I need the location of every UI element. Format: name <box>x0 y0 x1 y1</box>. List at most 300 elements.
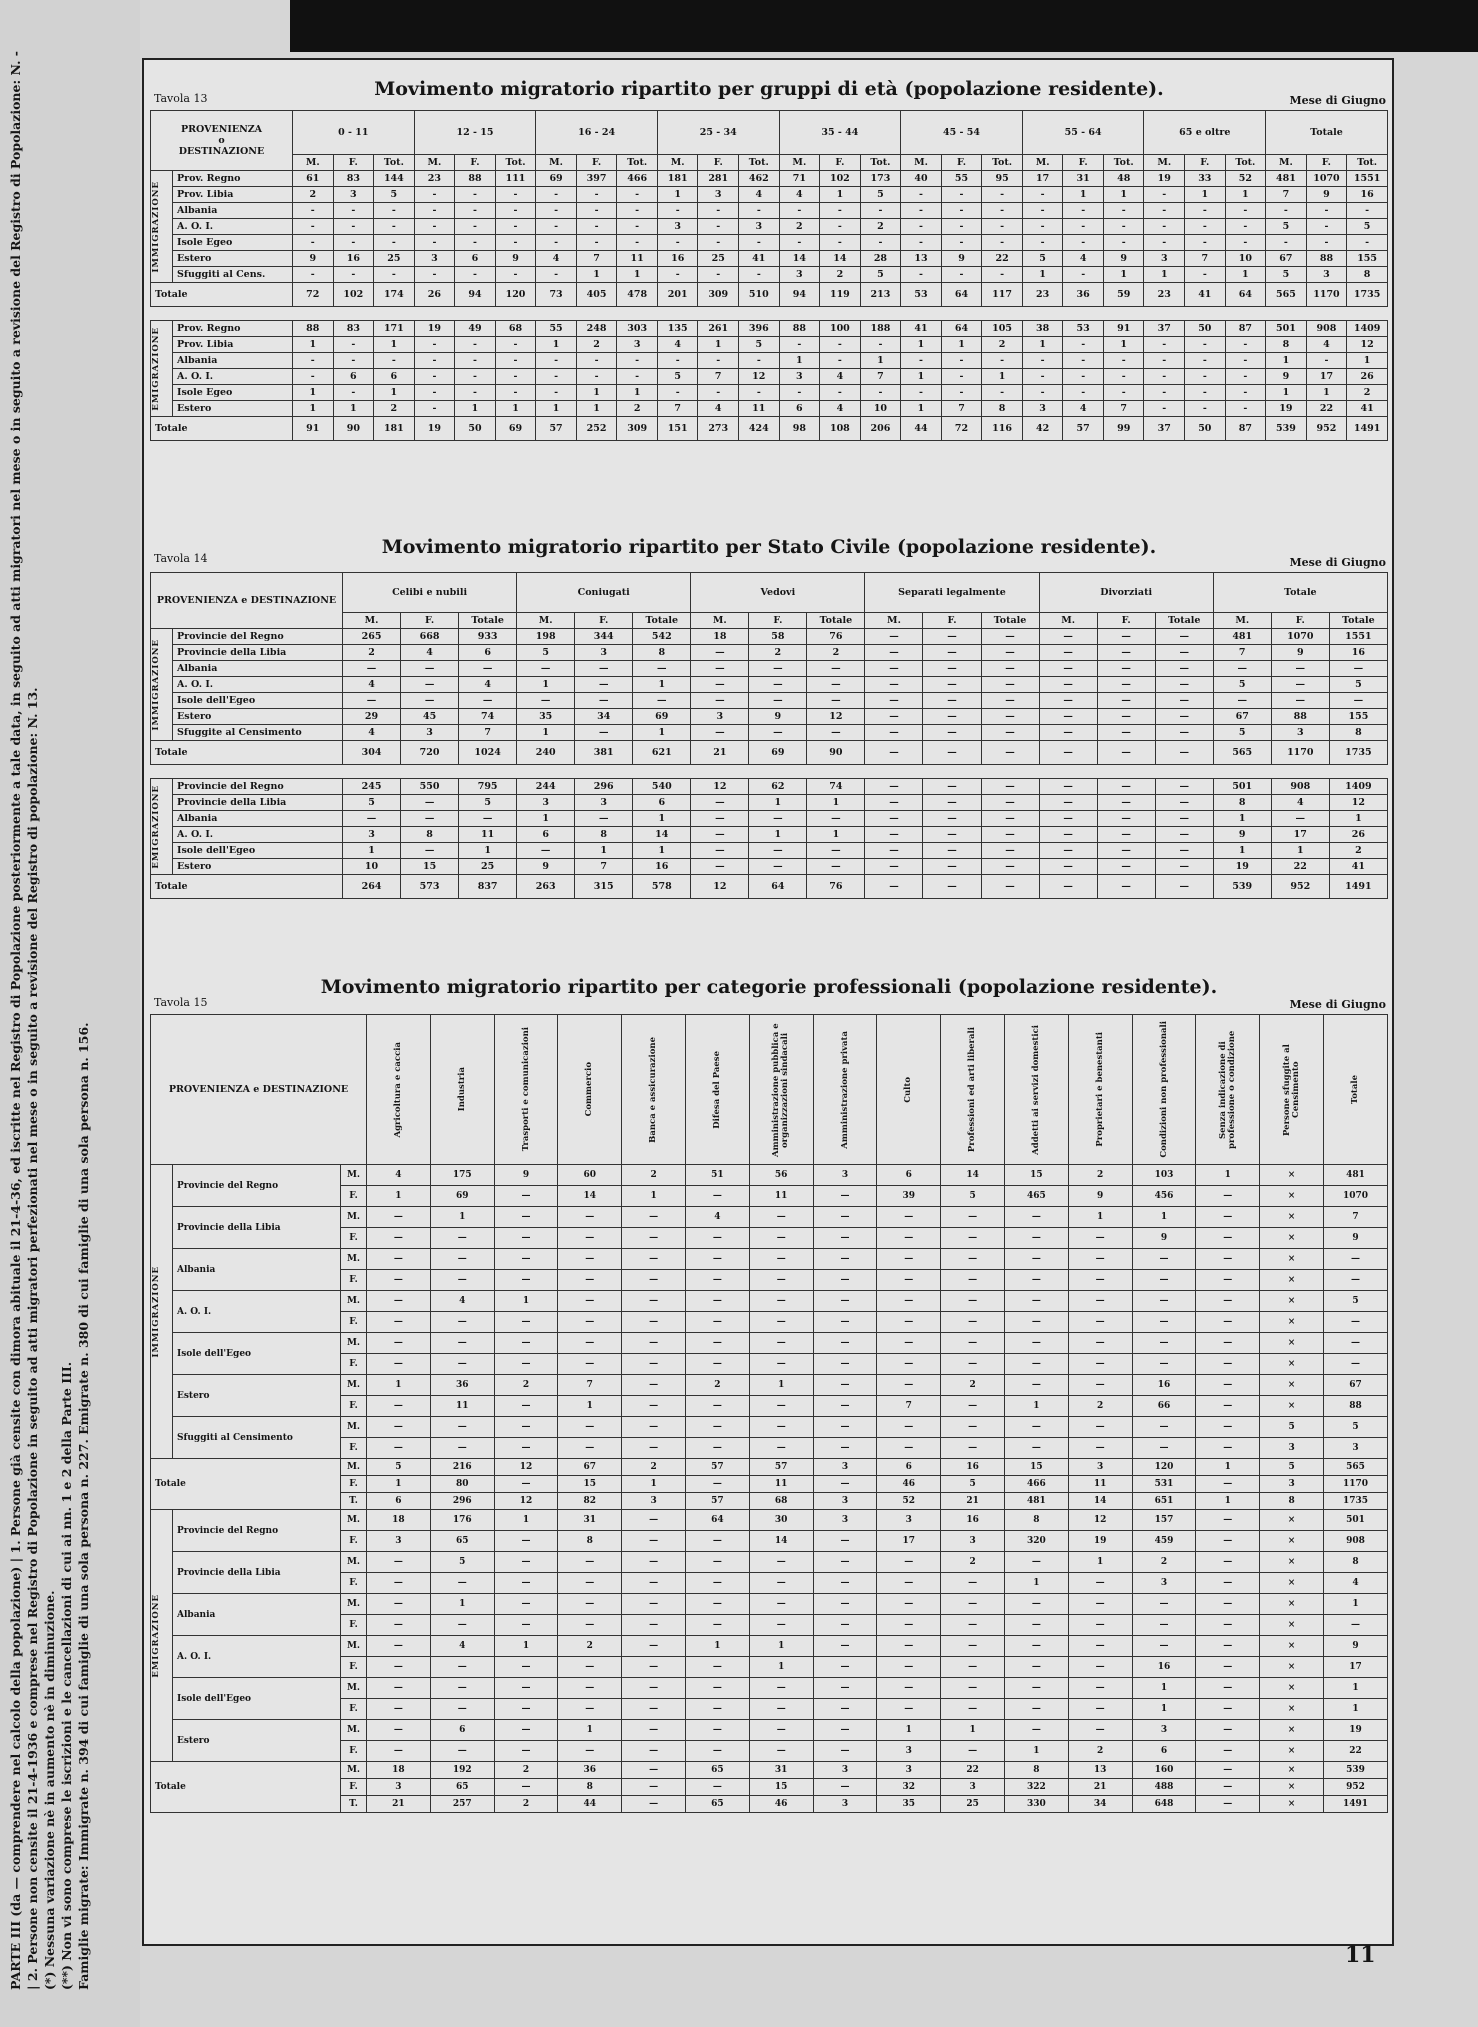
cell: 10 <box>343 859 401 875</box>
table-row <box>151 1636 1388 1657</box>
cell: 25 <box>698 251 739 267</box>
table-row <box>151 337 1388 353</box>
column-header-text: Industria <box>456 1067 467 1112</box>
cell: 1 <box>536 401 577 417</box>
total-cell: 539 <box>1266 417 1307 441</box>
cell: 8 <box>1329 725 1387 741</box>
total-cell: 25 <box>941 1796 1005 1813</box>
table-13-section <box>150 70 1388 520</box>
total-cell: 201 <box>657 283 698 307</box>
total-cell: 565 <box>1213 741 1271 765</box>
cell: - <box>982 267 1023 283</box>
total-cell: 57 <box>686 1493 750 1510</box>
cell: - <box>414 353 455 369</box>
cell: 144 <box>374 171 415 187</box>
cell: — <box>923 725 981 741</box>
cell: — <box>686 1396 750 1417</box>
cell: — <box>749 1573 813 1594</box>
total-cell: — <box>1196 1476 1260 1493</box>
cell: — <box>981 725 1039 741</box>
cell: — <box>865 859 923 875</box>
cell: - <box>1063 267 1104 283</box>
total-cell: 216 <box>430 1459 494 1476</box>
sub-header: M. <box>1213 613 1271 629</box>
cell: - <box>455 337 496 353</box>
cell: 22 <box>1306 401 1347 417</box>
cell: — <box>1004 1615 1068 1636</box>
column-header <box>1132 1015 1196 1165</box>
cell: - <box>698 235 739 251</box>
cell: 462 <box>739 171 780 187</box>
sex-label: T. <box>341 1796 367 1813</box>
cell: 45 <box>401 709 459 725</box>
cell: — <box>877 1354 941 1375</box>
cell: 3 <box>517 795 575 811</box>
cell: — <box>1155 779 1213 795</box>
cell: — <box>686 1531 750 1552</box>
cell: 16 <box>1347 187 1388 203</box>
cell: — <box>401 795 459 811</box>
cell: 1 <box>633 677 691 693</box>
cell: — <box>1271 811 1329 827</box>
cell: - <box>860 385 901 401</box>
cell: — <box>494 1207 558 1228</box>
cell: - <box>1144 385 1185 401</box>
cell: 1 <box>1266 353 1307 369</box>
cell: — <box>430 1438 494 1459</box>
cell: 5 <box>1022 251 1063 267</box>
cell: 8 <box>575 827 633 843</box>
cell: 16 <box>1132 1657 1196 1678</box>
cell: — <box>1196 1615 1260 1636</box>
total-cell: 3 <box>877 1762 941 1779</box>
cell: 88 <box>455 171 496 187</box>
cell: - <box>293 219 334 235</box>
cell: 33 <box>1185 171 1226 187</box>
cell: 15 <box>1004 1165 1068 1186</box>
cell: — <box>923 859 981 875</box>
sex-label: M. <box>341 1720 367 1741</box>
total-cell: 510 <box>739 283 780 307</box>
cell: - <box>617 219 658 235</box>
cell: - <box>1063 235 1104 251</box>
cell: — <box>941 1228 1005 1249</box>
total-row <box>151 741 1388 765</box>
total-cell: 1024 <box>459 741 517 765</box>
group-label <box>151 171 173 283</box>
total-cell: 264 <box>343 875 401 899</box>
total-cell: 117 <box>982 283 1023 307</box>
sex-label: F. <box>341 1396 367 1417</box>
row-label: A. O. I. <box>173 219 293 235</box>
total-cell: 952 <box>1323 1779 1387 1796</box>
cell: 1 <box>494 1291 558 1312</box>
cell: — <box>1039 779 1097 795</box>
total-label: Totale <box>151 283 293 307</box>
cell: 1 <box>1063 187 1104 203</box>
cell: - <box>1144 203 1185 219</box>
cell: - <box>698 353 739 369</box>
cell: — <box>1068 1375 1132 1396</box>
cell: 171 <box>374 321 415 337</box>
cell: 4 <box>536 251 577 267</box>
cell: 7 <box>575 859 633 875</box>
total-cell: 23 <box>1022 283 1063 307</box>
sex-label: M. <box>341 1552 367 1573</box>
sub-header: F. <box>1271 613 1329 629</box>
cell: 5 <box>374 187 415 203</box>
cell: — <box>1004 1207 1068 1228</box>
cell: 9 <box>1266 369 1307 385</box>
total-cell: 14 <box>1068 1493 1132 1510</box>
total-cell: 18 <box>367 1762 431 1779</box>
cell: — <box>923 645 981 661</box>
total-cell: 565 <box>1266 283 1307 307</box>
cell: — <box>367 1291 431 1312</box>
total-cell: 8 <box>558 1779 622 1796</box>
cell: 8 <box>1323 1552 1387 1573</box>
cell: — <box>367 1573 431 1594</box>
cell: 9 <box>1132 1228 1196 1249</box>
total-cell: 263 <box>517 875 575 899</box>
cell: - <box>901 219 942 235</box>
cell: 1 <box>1213 811 1271 827</box>
cell: 22 <box>1271 859 1329 875</box>
cell: — <box>622 1678 686 1699</box>
cell: — <box>981 629 1039 645</box>
cell: - <box>1022 187 1063 203</box>
table-14-month: Mese di Giugno <box>1289 556 1386 569</box>
column-header <box>813 1015 877 1165</box>
total-cell: 206 <box>860 417 901 441</box>
cell: 261 <box>698 321 739 337</box>
table-row <box>151 779 1388 795</box>
cell: - <box>455 353 496 369</box>
total-cell: 1491 <box>1323 1796 1387 1813</box>
total-cell: 12 <box>494 1459 558 1476</box>
total-cell: 50 <box>1185 417 1226 441</box>
cell: — <box>622 1615 686 1636</box>
column-header <box>558 1015 622 1165</box>
total-cell: 57 <box>749 1459 813 1476</box>
cell: — <box>981 827 1039 843</box>
column-header <box>1260 1015 1324 1165</box>
cell: × <box>1260 1594 1324 1615</box>
sub-header: M. <box>691 613 749 629</box>
cell: — <box>865 725 923 741</box>
cell: - <box>1185 353 1226 369</box>
cell: — <box>1004 1312 1068 1333</box>
cell: — <box>1068 1678 1132 1699</box>
cell: 1 <box>633 811 691 827</box>
cell: - <box>1103 219 1144 235</box>
group-header: Celibi e nubili <box>343 573 517 613</box>
total-cell: 15 <box>749 1779 813 1796</box>
cell: - <box>1225 337 1266 353</box>
cell: - <box>1103 369 1144 385</box>
row-label: A. O. I. <box>173 827 343 843</box>
total-cell: 16 <box>941 1459 1005 1476</box>
total-cell: 531 <box>1132 1476 1196 1493</box>
total-cell: 42 <box>1022 417 1063 441</box>
cell: - <box>495 369 536 385</box>
cell: — <box>1068 1270 1132 1291</box>
cell: — <box>877 1678 941 1699</box>
cell: — <box>1004 1417 1068 1438</box>
cell: - <box>779 203 820 219</box>
cell: - <box>1225 235 1266 251</box>
cell: 1070 <box>1323 1186 1387 1207</box>
group-label <box>151 321 173 417</box>
cell: 1551 <box>1347 171 1388 187</box>
sex-label: F. <box>341 1228 367 1249</box>
row-label: Estero <box>173 859 343 875</box>
cell: - <box>1103 235 1144 251</box>
cell: × <box>1260 1573 1324 1594</box>
group-header: Separati legalmente <box>865 573 1039 613</box>
row-label: Estero <box>173 709 343 725</box>
cell: - <box>414 203 455 219</box>
cell: - <box>657 385 698 401</box>
row-label: Albania <box>173 661 343 677</box>
cell: 3 <box>877 1510 941 1531</box>
total-cell: 257 <box>430 1796 494 1813</box>
total-label: Totale <box>151 417 293 441</box>
cell: — <box>981 859 1039 875</box>
cell: — <box>1097 827 1155 843</box>
cell: — <box>430 1417 494 1438</box>
scan-dark-top-band <box>290 0 1478 52</box>
total-cell: 64 <box>749 875 807 899</box>
cell: 5 <box>657 369 698 385</box>
cell: — <box>1039 629 1097 645</box>
cell: 2 <box>293 187 334 203</box>
cell: — <box>494 1312 558 1333</box>
cell: — <box>941 1249 1005 1270</box>
total-cell: 90 <box>333 417 374 441</box>
cell: 908 <box>1306 321 1347 337</box>
cell: — <box>430 1228 494 1249</box>
cell: 1 <box>749 795 807 811</box>
cell: — <box>494 1615 558 1636</box>
cell: — <box>1271 677 1329 693</box>
cell: — <box>877 1228 941 1249</box>
table-row <box>151 629 1388 645</box>
cell: 1 <box>941 1720 1005 1741</box>
cell: 4 <box>686 1207 750 1228</box>
row-label: A. O. I. <box>173 677 343 693</box>
table-row <box>151 401 1388 417</box>
cell: — <box>1068 1333 1132 1354</box>
cell: 2 <box>779 219 820 235</box>
total-cell: — <box>865 741 923 765</box>
cell: 5 <box>430 1552 494 1573</box>
cell: — <box>877 1333 941 1354</box>
total-cell: 90 <box>807 741 865 765</box>
cell: - <box>779 337 820 353</box>
total-cell: 578 <box>633 875 691 899</box>
cell: × <box>1260 1186 1324 1207</box>
cell: — <box>749 1396 813 1417</box>
sex-label: M. <box>341 1291 367 1312</box>
cell: — <box>813 1615 877 1636</box>
cell: 40 <box>901 171 942 187</box>
total-cell: 1170 <box>1323 1476 1387 1493</box>
cell: 5 <box>517 645 575 661</box>
sex-label: M. <box>341 1459 367 1476</box>
cell: 4 <box>820 369 861 385</box>
row-label: Provincie del Regno <box>173 1165 341 1207</box>
sex-label: F. <box>341 1270 367 1291</box>
cell: 60 <box>558 1165 622 1186</box>
margin-note-1: PARTE III (da — comprendere nel calcolo della popolazione) | 1. Persone già censite con dimora abituale il 21-4-36, ed iscritte nel Registro di Popolazione posteriormente a tale data, in seguito ad atti migratori nel mese o in seguito a revisione del Registro di Popolazione: N. - <box>8 51 23 1990</box>
cell: — <box>558 1291 622 1312</box>
cell: 55 <box>536 321 577 337</box>
row-label: Sfuggite al Censimento <box>173 725 343 741</box>
cell: — <box>1097 859 1155 875</box>
sex-label: M. <box>341 1510 367 1531</box>
sub-header: F. <box>576 155 617 171</box>
table-row <box>151 1291 1388 1312</box>
sub-header: Tot. <box>1225 155 1266 171</box>
total-cell: 94 <box>779 283 820 307</box>
cell: 3 <box>343 827 401 843</box>
cell: 58 <box>749 629 807 645</box>
total-cell: 3 <box>813 1796 877 1813</box>
cell: 69 <box>430 1186 494 1207</box>
cell: — <box>1097 779 1155 795</box>
cell: — <box>749 1312 813 1333</box>
cell: - <box>1347 235 1388 251</box>
cell: 76 <box>807 629 865 645</box>
cell: 66 <box>1132 1396 1196 1417</box>
cell: - <box>414 187 455 203</box>
cell: 4 <box>430 1291 494 1312</box>
cell: 83 <box>333 321 374 337</box>
table-row <box>151 203 1388 219</box>
table-row <box>151 1720 1388 1741</box>
cell: 248 <box>576 321 617 337</box>
total-cell: 181 <box>374 417 415 441</box>
cell: — <box>494 1438 558 1459</box>
cell: — <box>813 1333 877 1354</box>
total-cell: 67 <box>558 1459 622 1476</box>
cell: — <box>923 661 981 677</box>
cell: — <box>877 1552 941 1573</box>
cell: 1 <box>494 1636 558 1657</box>
total-cell: 12 <box>494 1493 558 1510</box>
cell: — <box>367 1207 431 1228</box>
total-cell: 539 <box>1213 875 1271 899</box>
cell: — <box>813 1186 877 1207</box>
column-header-text: Senza indicazione di professione o condizione <box>1217 1030 1237 1149</box>
cell: 68 <box>495 321 536 337</box>
cell: - <box>860 235 901 251</box>
cell: — <box>494 1741 558 1762</box>
cell: — <box>981 693 1039 709</box>
total-cell: 1491 <box>1347 417 1388 441</box>
cell: 2 <box>494 1375 558 1396</box>
cell: — <box>575 725 633 741</box>
cell: 18 <box>367 1510 431 1531</box>
cell: 36 <box>430 1375 494 1396</box>
cell: 4 <box>430 1636 494 1657</box>
cell: — <box>749 1699 813 1720</box>
cell: — <box>494 1720 558 1741</box>
table-15-label: Tavola 15 <box>154 996 208 1009</box>
cell: 2 <box>622 1165 686 1186</box>
cell: 11 <box>739 401 780 417</box>
column-header <box>1004 1015 1068 1165</box>
cell: 4 <box>1306 337 1347 353</box>
cell: — <box>622 1312 686 1333</box>
cell: — <box>1068 1312 1132 1333</box>
cell: - <box>1022 369 1063 385</box>
cell: 5 <box>459 795 517 811</box>
cell: — <box>1196 1741 1260 1762</box>
cell: 1 <box>495 401 536 417</box>
total-cell: 424 <box>739 417 780 441</box>
cell: 19 <box>1144 171 1185 187</box>
cell: — <box>558 1573 622 1594</box>
cell: — <box>430 1270 494 1291</box>
total-cell: 37 <box>1144 417 1185 441</box>
column-header-text: Difesa del Paese <box>711 1050 722 1129</box>
cell: — <box>686 1333 750 1354</box>
cell: - <box>1306 203 1347 219</box>
cell: 9 <box>494 1165 558 1186</box>
cell: - <box>698 267 739 283</box>
cell: 49 <box>455 321 496 337</box>
cell: — <box>367 1636 431 1657</box>
total-cell: 651 <box>1132 1493 1196 1510</box>
table-row <box>151 645 1388 661</box>
cell: — <box>691 859 749 875</box>
row-label: Provincie della Libia <box>173 795 343 811</box>
cell: — <box>1097 843 1155 859</box>
cell: 8 <box>633 645 691 661</box>
sub-header: M. <box>865 613 923 629</box>
cell: — <box>401 677 459 693</box>
cell: 9 <box>1323 1636 1387 1657</box>
cell: — <box>1132 1312 1196 1333</box>
cell: 14 <box>558 1186 622 1207</box>
cell: - <box>698 219 739 235</box>
row-label: Estero <box>173 1720 341 1762</box>
cell: 1 <box>749 1375 813 1396</box>
cell: — <box>923 843 981 859</box>
cell: - <box>1185 267 1226 283</box>
cell: — <box>1004 1552 1068 1573</box>
cell: - <box>698 385 739 401</box>
cell: 74 <box>807 779 865 795</box>
cell: 71 <box>779 171 820 187</box>
cell: - <box>1144 401 1185 417</box>
cell: 1 <box>779 353 820 369</box>
cell: — <box>813 1636 877 1657</box>
total-cell: 15 <box>558 1476 622 1493</box>
total-cell: — <box>1097 741 1155 765</box>
cell: - <box>576 203 617 219</box>
cell: 320 <box>1004 1531 1068 1552</box>
cell: — <box>807 859 865 875</box>
row-label: A. O. I. <box>173 1636 341 1678</box>
total-row <box>151 417 1388 441</box>
cell: 6 <box>333 369 374 385</box>
cell: - <box>1063 337 1104 353</box>
cell: - <box>1144 219 1185 235</box>
sex-label: F. <box>341 1779 367 1796</box>
